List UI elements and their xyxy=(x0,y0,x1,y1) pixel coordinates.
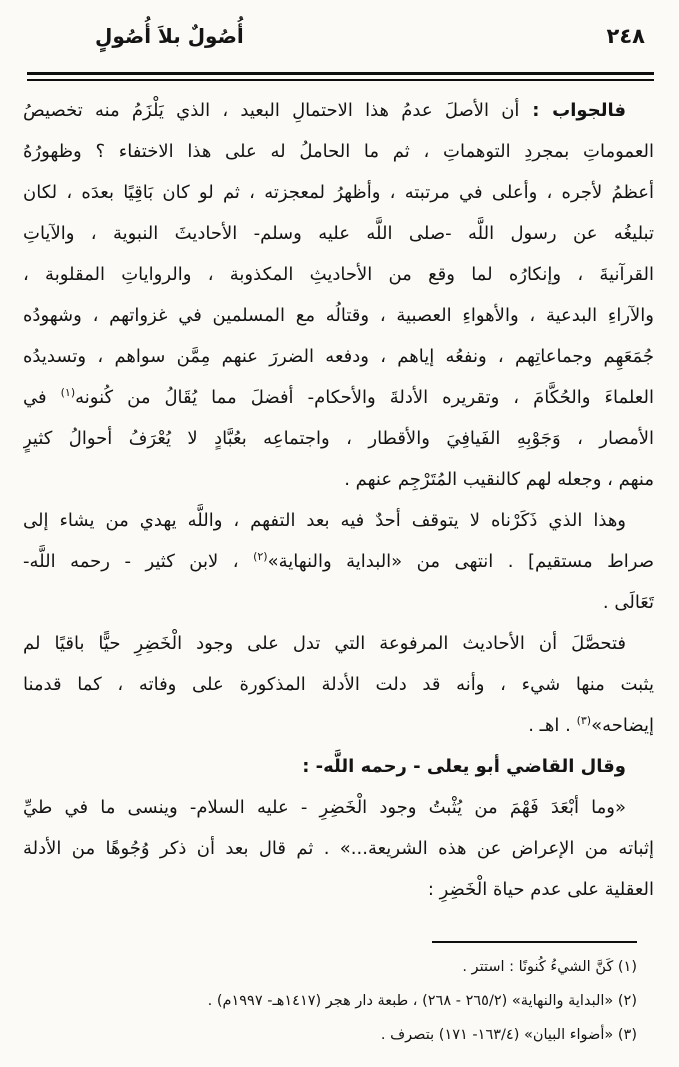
body-text xyxy=(23,90,654,910)
body-line xyxy=(23,623,654,664)
text-segment: تَعَالَى . xyxy=(602,592,654,613)
body-line xyxy=(23,582,654,623)
text-segment: أعظمُ لأجره ، وأعلى في مرتبته ، وأظهرُ لمعجزته ، ثم لو كان بَاقِيًا بعدَه ، لكان xyxy=(23,182,654,203)
body-line xyxy=(23,90,654,131)
body-line xyxy=(23,869,654,910)
body-line xyxy=(23,746,654,787)
footnote-separator xyxy=(432,941,637,943)
text-segment: العلماءَ والحُكَّامَ ، وتقريره الأدلةَ والأحكام- أفضلَ مما يُقَالُ من كُنونه xyxy=(75,387,654,408)
body-line xyxy=(23,500,654,541)
text-segment: والآراءِ البدعية ، والأهواءِ العصبية ، وقتالُه مع المسلمين في غزواتهم ، وشهودُه xyxy=(23,305,654,326)
body-line xyxy=(23,377,654,418)
body-line xyxy=(23,664,654,705)
text-segment: القرآنيةَ ، وإنكارُه لما وقع من الأحاديثِ المكذوبة ، والرواياتِ المقلوبة ، xyxy=(23,264,654,285)
text-segment: جُمَعَهِم وجماعاتِهم ، ونفعُه إياهم ، ودفعه الضررَ عنهم مِمَّن سواهم ، وتسديدُه xyxy=(23,346,654,367)
text-segment: يثبت منها شيء ، وأنه قد دلت الأدلة المذكورة على وفاته ، كما قدمنا xyxy=(23,674,654,695)
footnotes xyxy=(30,950,637,1052)
text-segment: إيضاحه» xyxy=(591,715,654,736)
text-segment: صراط مستقيم] . انتهى من «البداية والنهاية» xyxy=(267,551,654,572)
text-segment: وقال القاضي أبو يعلى - رحمه اللَّه- : xyxy=(302,756,626,777)
text-segment: فالجواب : xyxy=(519,100,626,121)
header-divider xyxy=(27,72,654,81)
footnote-item: (١) كَنَّ الشيءُ كُنونًا : استتر . xyxy=(462,959,637,975)
text-segment: في xyxy=(23,387,61,408)
body-line xyxy=(23,336,654,377)
text-segment: فتحصَّلَ أن الأحاديث المرفوعة التي تدل على وجود الْخَضِرِ حيًّا باقيًا لم xyxy=(23,633,626,654)
text-segment: ، لابن كثير - رحمه اللَّه- xyxy=(23,551,254,572)
text-segment: منهم ، وجعله لهم كالنقيب المُتَرْجِم عنهم . xyxy=(344,469,654,490)
footnote-ref: (٢) xyxy=(253,550,268,563)
footnote-ref: (١) xyxy=(60,386,76,399)
body-line xyxy=(23,131,654,172)
text-segment: تبليغُه عن رسول اللَّه -صلى اللَّه عليه وسلم- الأحاديثَ النبوية ، والآياتِ xyxy=(23,223,654,244)
text-segment: العقلية على عدم حياة الْخَضِرِ : xyxy=(427,879,654,900)
page-number: ٢٤٨ xyxy=(606,24,645,48)
text-segment: . اهـ . xyxy=(528,715,577,736)
body-line xyxy=(23,541,654,582)
body-line xyxy=(23,295,654,336)
text-segment: الأمصار ، وَجَوْبِهِ الفَيافِيَ والأقطار ، واجتماعِه بعُبَّادٍ لا يُعْرَفُ أحوالُ كثيرٍ xyxy=(23,428,654,449)
text-segment: العموماتِ بمجردِ التوهماتِ ، ثم ما الحاملُ له على هذا الاختفاء ؟ وظهورُهُ xyxy=(23,141,654,162)
footnote-ref: (٣) xyxy=(576,714,592,727)
book-title: أُصُولٌ بلاَ أُصُولٍ xyxy=(95,24,244,48)
text-segment: أن الأصلَ عدمُ هذا الاحتمالِ البعيد ، الذي يَلْزَمُ منه تخصيصُ xyxy=(23,100,520,121)
page-header xyxy=(95,24,645,48)
body-line xyxy=(23,254,654,295)
body-line xyxy=(23,459,654,500)
text-segment: «وما أبْعَدَ فَهْمَ من يُثْبتُ وجود الْخَضِرِ - عليه السلام- وينسى ما في طيِّ xyxy=(23,797,626,818)
body-line xyxy=(23,418,654,459)
footnote-item: (٢) «البداية والنهاية» (٢٦٥/٢ - ٢٦٨) ، طبعة دار هجر (١٤١٧هـ- ١٩٩٧م) . xyxy=(207,993,637,1009)
body-line xyxy=(23,213,654,254)
text-segment: وهذا الذي ذَكَرْناه لا يتوقف أحدٌ فيه بعد التفهم ، واللَّه يهدي من يشاء إلى xyxy=(23,510,626,531)
footnote-item: (٣) «أضواء البيان» (١٦٣/٤- ١٧١) بتصرف . xyxy=(380,1027,637,1043)
body-line xyxy=(23,828,654,869)
body-line xyxy=(23,787,654,828)
body-line xyxy=(23,172,654,213)
text-segment: إثباته من الإعراض عن هذه الشريعة...» . ثم قال بعد أن ذكر وُجُوهًا من الأدلة xyxy=(23,838,654,859)
body-line xyxy=(23,705,654,746)
